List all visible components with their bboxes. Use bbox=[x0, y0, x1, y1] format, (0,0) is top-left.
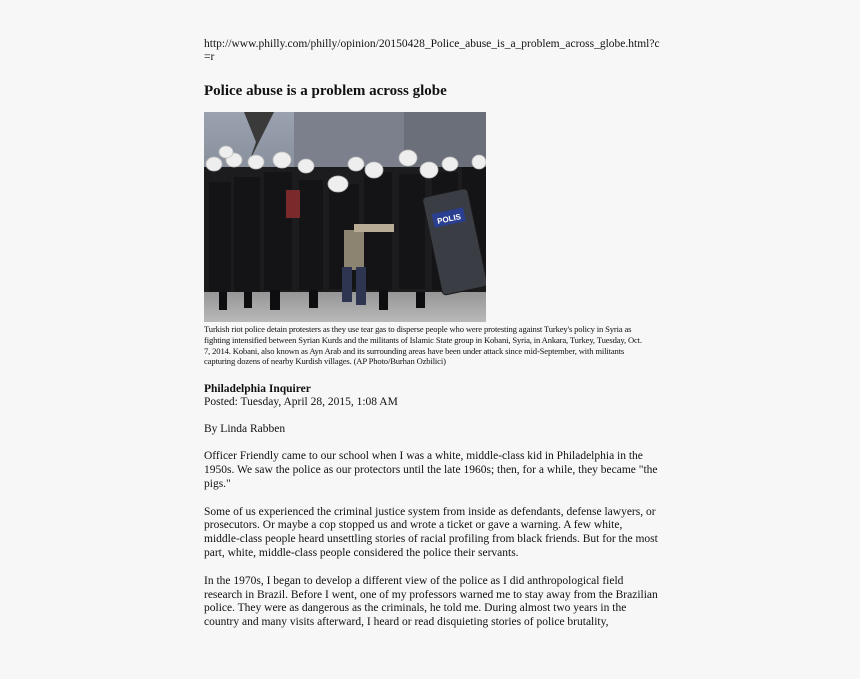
article bbox=[204, 38, 664, 630]
paragraph: Officer Friendly came to our school when I was a white, middle-class kid in Philadelphia in the 1950s. We saw the police as our protectors until the late 1960s; then, for a while, they became "the pigs." bbox=[204, 450, 658, 490]
byline: By Linda Rabben bbox=[204, 423, 286, 436]
paragraph: In the 1970s, I began to develop a different view of the police as I did anthropological field research in Brazil. Before I went, one of my professors warned me to stay away from the Brazilian police. They were as dangerous as the criminals, he told me. During almost two years in the country and many visits afterward, I heard or read disquieting stories of police brutality, bbox=[204, 574, 658, 629]
article-photo bbox=[204, 112, 486, 322]
source-name: Philadelphia Inquirer bbox=[204, 383, 311, 396]
riot-police-photo bbox=[204, 112, 486, 322]
photo-caption: Turkish riot police detain protesters as they use tear gas to disperse people who were protesting against Turkey's policy in Syria as fighting intensified between Syrian Kurds and the militants of Islamic State group in Kobani, Syria, in Ankara, Turkey, Tuesday, Oct. 7, 2014. Kobani, also known as Ayn Arab and its surrounding areas have been under attack since mid-September, with militants capturing dozens of nearby Kurdish villages. (AP Photo/Burhan Ozbilici) bbox=[204, 324, 642, 367]
paragraph: Some of us experienced the criminal justice system from inside as defendants, defense lawyers, or prosecutors. Or maybe a cop stopped us and wrote a ticket or gave a warning. A few white, middle-class people heard unsettling stories of racial profiling from black friends. But for the most part, white, middle-class people considered the police their servants. bbox=[204, 505, 658, 559]
posted-timestamp: Posted: Tuesday, April 28, 2015, 1:08 AM bbox=[204, 396, 398, 409]
shield-label: POLIS bbox=[436, 212, 462, 226]
article-headline: Police abuse is a problem across globe bbox=[204, 83, 447, 99]
article-url[interactable]: http://www.philly.com/philly/opinion/20150428_Police_abuse_is_a_problem_across_globe.html?c=r bbox=[204, 38, 660, 63]
